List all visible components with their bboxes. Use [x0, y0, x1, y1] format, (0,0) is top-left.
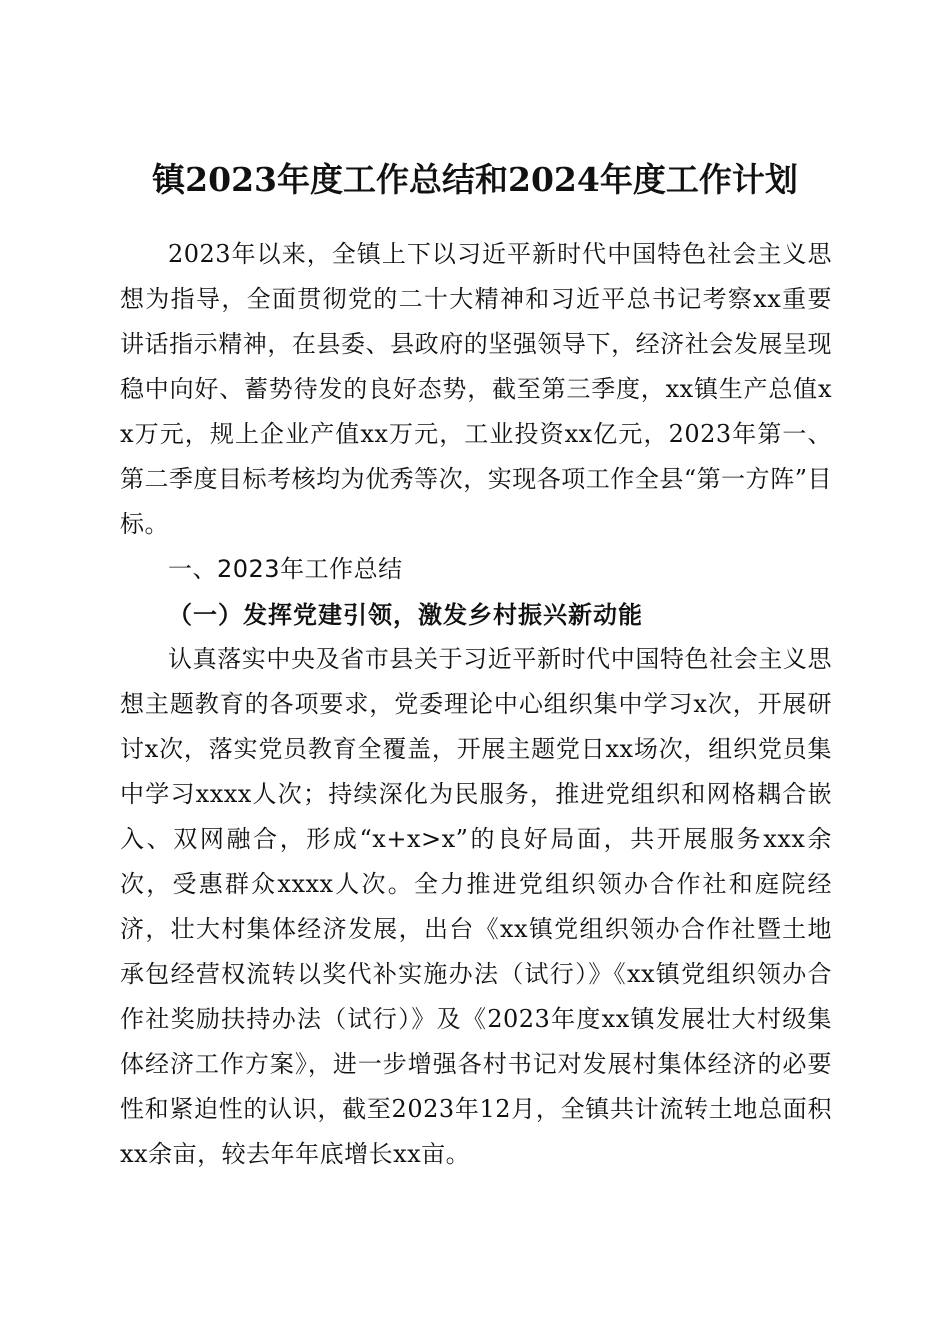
intro-paragraph: 2023年以来，全镇上下以习近平新时代中国特色社会主义思想为指导，全面贯彻党的二十大精神和习近平总书记考察xx重要讲话指示精神，在县委、县政府的坚强领导下，经济社会发展呈现稳中向好、蓄势待发的良好态势，截至第三季度，xx镇生产总值xx万元，规上企业产值xx万元，工业投资xx亿元，2023年第一、第二季度目标考核均为优秀等次，实现各项工作全县“第一方阵”目标。	[120, 240, 832, 538]
document-title: 镇2023年度工作总结和2024年度工作计划	[152, 160, 798, 200]
section-heading-2023-summary: 一、2023年工作总结	[168, 555, 403, 583]
document-body	[120, 232, 832, 1177]
subsection-heading-party-building: （一）发挥党建引领，激发乡村振兴新动能	[168, 600, 643, 629]
body-paragraph-party-building: 认真落实中央及省市县关于习近平新时代中国特色社会主义思想主题教育的各项要求，党委理论中心组织集中学习x次，开展研讨x次，落实党员教育全覆盖，开展主题党日xx场次，组织党员集中学习xxxx人次；持续深化为民服务，推进党组织和网格耦合嵌入、双网融合，形成“x+x>x”的良好局面，共开展服务xxx余次，受惠群众xxxx人次。全力推进党组织领办合作社和庭院经济，壮大村集体经济发展，出台《xx镇党组织领办合作社暨土地承包经营权流转以奖代补实施办法（试行）》《xx镇党组织领办合作社奖励扶持办法（试行）》及《2023年度xx镇发展壮大村级集体经济工作方案》，进一步增强各村书记对发展村集体经济的必要性和紧迫性的认识，截至2023年12月，全镇共计流转土地总面积xx余亩，较去年年底增长xx亩。	[120, 645, 832, 1168]
